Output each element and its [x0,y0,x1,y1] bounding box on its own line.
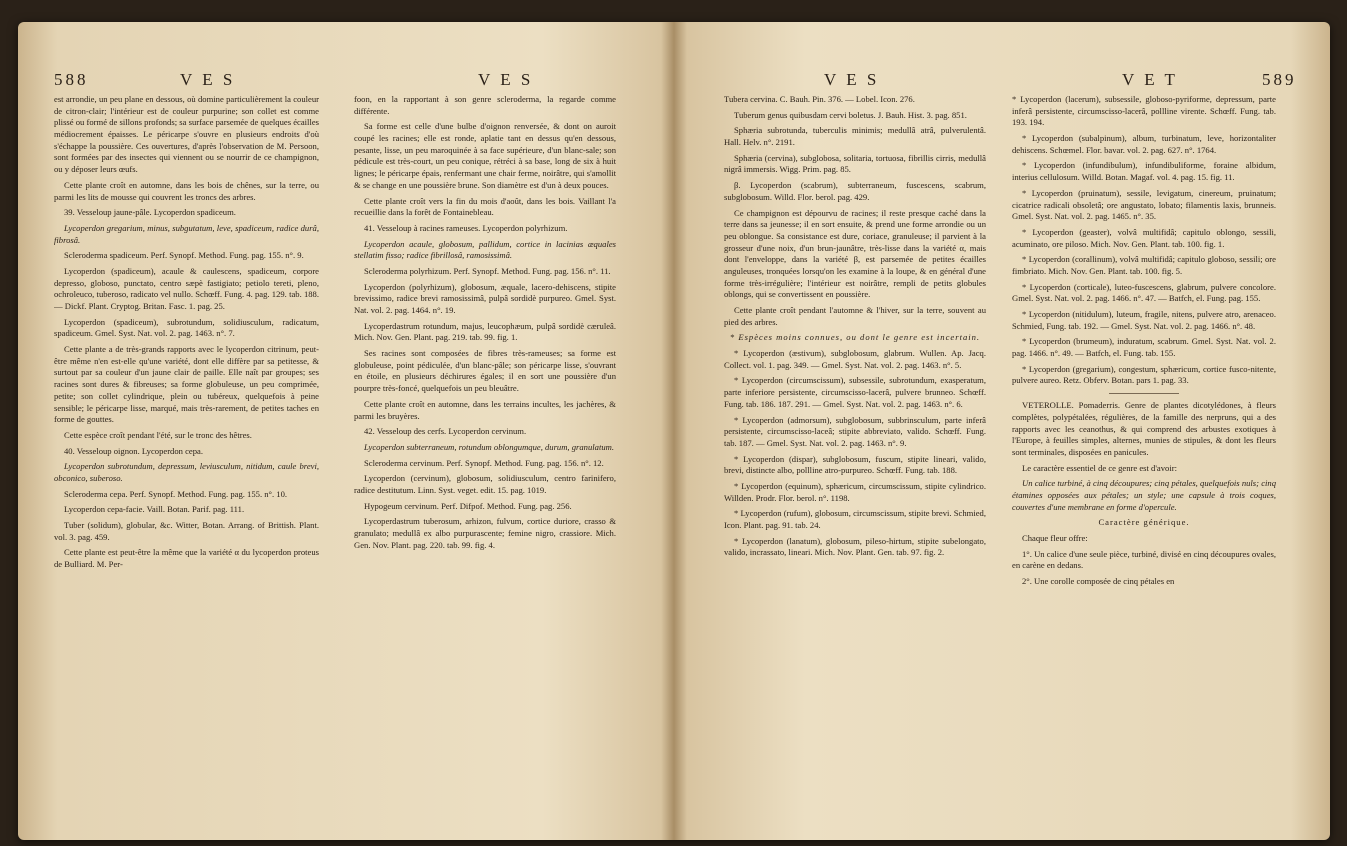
paragraph: Tuberum genus quibusdam cervi boletus. J. Bauh. Hist. 3. pag. 851. [734,109,967,120]
page-number-left: 588 [54,70,89,89]
paragraph: foon, en la rapportant à son genre scleroderma, la regarde comme différente. [354,94,616,116]
paragraph: est arrondie, un peu plane en dessous, où domine particulièrement la couleur de citron-clair; l'intérieur est de couleur purpurine; son collet est comme plissé ou formé de sillons profonds; sa surface parsemée de quelques écailles médiocrement épaisses. Le péricarpe s'ouvre en plusieurs endroits d'où s'échappe la poussière. Ces ouvertures, d'après l'observation de M. Persoon, sont formées par des insectes qui viennent ou se nourrir de ce champignon, ou y déposer leurs œufs. [54,94,319,175]
paragraph: Lycoperdon gregarium, minus, subgutatum, leve, spadiceum, radice durâ, fibrosâ. [54,222,319,245]
section-heading: Caractère générique. [1098,517,1190,528]
open-book [18,22,1330,840]
paragraph: * Lycoperdon (æstivum), subglobosum, glabrum. Wullen. Ap. Jacq. Collect. vol. 1. pag. 349. — Gmel. Syst. Nat. vol. 2. pag. 1463. n°. 5. [724,348,986,370]
entry-heading: VETEROLLE. Pomaderris. Genre de plantes dicotylédones, à fleurs complètes, polypétalées, régulières, de la famille des nerpruns, qui a des rapports avec les ceanothus, & qui comprend des arbustes exotiques à l'Europe, à feuilles simples, alternes, munies de stipules, & dont les fleurs sont terminales, disposées en panicules. [1012,400,1276,457]
paragraph: * Lycoperdon (subalpinum), album, turbinatum, leve, horizontaliter dehiscens. Schœmel. Flor. bavar. vol. 2. pag. 627. n°. 1764. [1012,133,1276,155]
right-column-2 [1012,94,1276,834]
paragraph: * Lycoperdon (circumscissum), subsessile, subrotundum, exasperatum, parte inferiore persistente, circumscisso-lacerâ, pulvere brunneo. Schœff. Fung. tab. 186. 187. 291. — Gmel. Syst. Nat. vol. 2. pag. 1463. n°. 6. [724,375,986,409]
paragraph: Lycoperdastrum rotundum, majus, leucophæum, pulpâ sordidè cæruleâ. Mich. Nov. Gen. Plant. pag. 219. tab. 99. fig. 1. [354,320,616,343]
left-column-2 [354,94,616,834]
paragraph: Cette espèce croît pendant l'été, sur le tronc des hêtres. [64,429,252,440]
paragraph: * Lycoperdon (corticale), luteo-fuscescens, glabrum, pulvere concolore. Gmel. Syst. Nat. vol. 2. pag. 1466. n°. 47. — Batfch, el. Fung. pag. 155. [1012,281,1276,304]
paragraph: Chaque fleur offre: [1022,533,1088,543]
paragraph: * Lycoperdon (geaster), volvâ multifidâ; capitulo oblongo, sessili, acuminato, ore piloso. Mich. Nov. Gen. Plant. tab. 100. fig. 1. [1012,226,1276,249]
paragraph: Cette plante a de très-grands rapports avec le lycoperdon citrinum, peut-être même n'en est-elle qu'une variété, dont elle diffère par sa petitesse, & surtout par sa couleur d'un jaune clair de paille. Elle naît par groupes; ses racines sont dures & fibreuses; sa forme globuleuse, un peu comprimée, petite; son collet cylindrique, plein ou tubéreux, quelquefois à peine sensible; le péricarpe lisse, marqué, mais très-rarement, de petites taches en forme de gouttes. [54,344,319,425]
paragraph: Lycoperdon (spadiceum), subrotundum, solidiusculum, radicatum, spadiceum. Gmel. Syst. Nat. vol. 2. pag. 1463. n°. 7. [54,316,319,339]
paragraph: * Lycoperdon (gregarium), congestum, sphæricum, cortice fusco-nitente, pulvere aureo. Retz. Obferv. Botan. pars 1. pag. 33. [1012,363,1276,386]
paragraph: Lycoperdon (spadiceum), acaule & caulescens, spadiceum, corpore depresso, globoso, punctato, centro sæpè fastigiato; petiolo tereti, pleno, ochroleuco, tuberoso, radicato vel nullo. Schœff. Fung. 4. pag. 129. tab. 188. — Dickf. Plant. Cryptog. Britan. Fasc. 1. pag. 25. [54,265,319,311]
paragraph: * Lycoperdon (pruinatum), sessile, levigatum, cinereum, pruinatum; cicatrice radicali obsoletâ; ore angustato, lobato; filamentis laxis, brunneis. Gmel. Syst. Nat. vol. 2. pag. 1465. n°. 35. [1012,187,1276,222]
paragraph: Un calice turbiné, à cinq découpures; cinq pétales, quelquefois nuls; cinq étamines opposées aux pétales; un style; une capsule à trois coques, couvertes d'une membrane en forme d'opercule. [1012,478,1276,512]
paragraph: * Lycoperdon (admorsum), subglobosum, subbrinsculum, parte inferâ persistente, circumscisso-laceâ; stipite abbreviato, valido. Schœff. Fung. tab. 187. — Gmel. Syst. Nat. vol. 2. pag. 1463. n°. 9. [724,414,986,448]
paragraph: Ce champignon est dépourvu de racines; il reste presque caché dans la terre dans sa jeunesse; il en sort ensuite, & prend une forme arrondie ou un peu oblongue. Sa consistance est dure, coriace, granuleuse; il parvient à la grosseur d'une noix, d'un brun-jaunâtre, très-lisse dans la variété α, mais dont l'enveloppe, dans la variété β, est parsemée de petites écailles anguleuses, tronquées lorsqu'on les examine à la loupe, & en général d'une forme très-irrégulière; l'intérieur est noirâtre, rempli de petits globules oblongs, qui se convertissent en poussière. [724,207,986,300]
paragraph: Lycoperdon (polyrhizum), globosum, æquale, lacero-dehiscens, stipite brevissimo, radice brevi ramosissimâ, pulpâ sordidè purpureo. Gmel. Syst. Nat. vol. 2. pag. 1464. n°. 19. [354,281,616,315]
paragraph: Tubera cervina. C. Bauh. Pin. 376. — Lobel. Icon. 276. [724,94,915,104]
right-page [674,22,1330,840]
paragraph: Scleroderma cepa. Perf. Synopf. Method. Fung. pag. 155. n°. 10. [64,488,288,499]
running-head-left-1: V E S [180,70,236,89]
running-head-left-2: V E S [478,70,534,89]
section-heading: * Espèces moins connues, ou dont le genre est incertain. [729,332,981,343]
paragraph: Sphæria (cervina), subglobosa, solitaria, tortuosa, fibrillis cirris, medullâ nigrâ immersis. Wigg. Prim. pag. 85. [724,152,986,175]
paragraph: Lycoperdon subterraneum, rotundum oblongumque, durum, granulatum. [364,441,614,452]
paragraph: 2°. Une corolle composée de cinq pétales en [1022,576,1175,587]
paragraph: Lycoperdon cepa-facie. Vaill. Botan. Parif. pag. 111. [64,504,245,515]
paragraph: Cette plante croît vers la fin du mois d'août, dans les bois. Vaillant l'a recueillie dans la forêt de Fontainebleau. [354,195,616,218]
paragraph: Sa forme est celle d'une bulbe d'oignon renversée, & dont on auroit coupé les racines; elle est ronde, aplatie tant en dessus qu'en dessous, pesante, lisse, un peu maroquinée à sa face supérieure, d'un blanc-sale; son pédicule est très-court, un peu conique, rétréci à sa base, long de six à huit lignes; le péricarpe épais, renfermant une chair ferme, noirâtre, qui s'amollit & se change en une poussière brune. Son diamètre est d'un à deux pouces. [354,121,616,190]
page-number-right: 589 [1262,70,1297,89]
right-column-1 [724,94,986,834]
paragraph: * Lycoperdon (rufum), globosum, circumscissum, stipite brevi. Schmied, Icon. Plant. pag. 91. tab. 24. [724,508,986,530]
paragraph: * Lycoperdon (nitidulum), luteum, fragile, nitens, pulvere atro, arenaceo. Schmied, Fung. tab. 192. — Gmel. Syst. Nat. vol. 2. pag. 1466. n°. 48. [1012,309,1276,331]
entry-heading: 41. Vesseloup à racines rameuses. Lycoperdon polyrhizum. [364,222,568,233]
running-head-right-2: V E T [1122,70,1178,89]
paragraph: Cette plante croît en automne, dans les terrains incultes, les jachères, & parmi les bruyères. [354,398,616,421]
divider [1109,393,1179,394]
paragraph: Cette plante est peut-être la même que la variété α du lycoperdon proteus de Bulliard. M. Per- [54,547,319,570]
paragraph: * Lycoperdon (lanatum), globosum, pileso-hirtum, stipite subelongato, valido, incrassato, lineari. Mich. Nov. Plant. Gen. tab. 97. fig. 2. [724,535,986,558]
paragraph: * Lycoperdon (infundibulum), infundibuliforme, foraine albidum, interius cellulosum. Willd. Botan. Magaf. vol. 4. pag. 15. fig. 11. [1012,160,1276,183]
paragraph: 1°. Un calice d'une seule pièce, turbiné, divisé en cinq découpures ovales, en carène en dedans. [1012,548,1276,571]
paragraph: Cette plante croît en automne, dans les bois de chênes, sur la terre, ou parmi les lits de mousse qui couvrent les troncs des arbres. [54,179,319,202]
paragraph: β. Lycoperdon (scabrum), subterraneum, fuscescens, scabrum, subglobosum. Willd. Flor. berol. pag. 429. [724,180,986,202]
paragraph: Cette plante croît pendant l'automne & l'hiver, sur la terre, souvent au pied des arbres. [724,305,986,327]
paragraph: Ses racines sont composées de fibres très-rameuses; sa forme est globuleuse, point pédiculée, d'un blanc-pâle; son péricarpe lisse, s'ouvrant en étoile, en plusieurs déchirures égales; il en sort une poussière d'un pourpre très-foncé, quelquefois un peu bleuâtre. [354,348,616,394]
running-head-right-1: V E S [824,70,880,89]
paragraph: Tuber (solidum), globular, &c. Witter, Botan. Arrang. of Brittish. Plant. vol. 3. pag. 459. [54,520,319,542]
paragraph: Lycoperdastrum tuberosum, arhizon, fulvum, cortice duriore, crasso & granulato; medullâ ex albo purpurascente; femine nigro, crassiore. Mich. Gen. Nov. Plant. pag. 220. tab. 99. fig. 4. [354,516,616,550]
paragraph: Lycoperdon (cervinum), globosum, solidiusculum, centro farinifero, radice destitutum. Linn. Syst. veget. edit. 15. pag. 1019. [354,473,616,495]
paragraph: * Lycoperdon (lacerum), subsessile, globoso-pyriforme, depressum, parte inferâ persistente, circumscisso-lacerâ, pollline virente. Schœff. Fung. tab. 193. 194. [1012,94,1276,128]
paragraph: Sphæria subrotunda, tuberculis minimis; medullâ atrâ, pulverulentâ. Hall. Helv. n°. 2191. [724,125,986,148]
paragraph: Lycoperdon acaule, globosum, pallidum, cortice in lacinias æquales stellatim fisso; radice fibrillosâ, ramosissimâ. [354,238,616,261]
paragraph: * Lycoperdon (dispar), subglobosum, fuscum, stipite lineari, valido, brevi, distincte albo, pollline atro-purpureo. Schœff. Fung. tab. 188. [724,453,986,476]
paragraph: Hypogeum cervinum. Perf. Difpof. Method. Fung. pag. 256. [364,500,572,511]
left-page [18,22,674,840]
entry-heading: 39. Vesseloup jaune-pâle. Lycoperdon spadiceum. [64,207,236,218]
paragraph: * Lycoperdon (brumeum), induratum, scabrum. Gmel. Syst. Nat. vol. 2. pag. 1466. n°. 49. — Batfch, el. Fung. tab. 155. [1012,336,1276,359]
paragraph: * Lycoperdon (corallinum), volvâ multifidâ; capitulo globoso, sessili; ore fimbriato. Mich. Nov. Gen. Plant. tab. 100. fig. 5. [1012,254,1276,276]
paragraph: Scleroderma spadiceum. Perf. Synopf. Method. Fung. pag. 155. n°. 9. [64,250,304,261]
entry-heading: 40. Vesseloup oignon. Lycoperdon cepa. [64,445,203,456]
paragraph: * Lycoperdon (equinum), sphæricum, circumscissum, stipite cylindrico. Willden. Prodr. Flor. berol. n°. 1198. [724,480,986,503]
paragraph: Le caractère essentiel de ce genre est d'avoir: [1022,462,1177,473]
paragraph: Lycoperdon subrotundum, depressum, leviusculum, nitidum, caule brevi, obconico, suberoso. [54,461,319,483]
entry-heading: 42. Vesseloup des cerfs. Lycoperdon cervinum. [364,426,527,437]
paragraph: Scleroderma polyrhizum. Perf. Synopf. Method. Fung. pag. 156. n°. 11. [364,265,611,276]
paragraph: Scleroderma cervinum. Perf. Synopf. Method. Fung. pag. 156. n°. 12. [364,457,604,468]
left-column-1 [54,94,319,834]
